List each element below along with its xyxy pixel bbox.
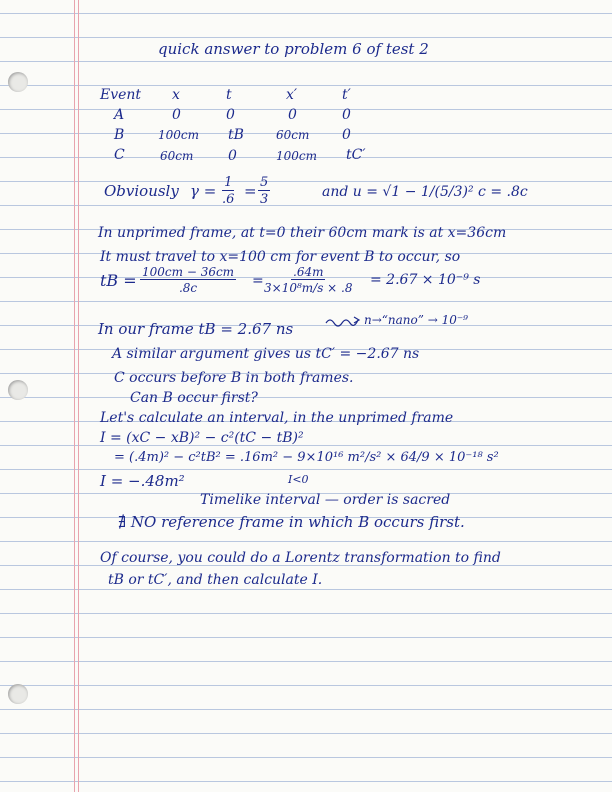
- c-before-b-line: C occurs before B in both frames.: [114, 370, 354, 386]
- page-title: quick answer to problem 6 of test 2: [158, 40, 429, 58]
- similar-argument-line: A similar argument gives us tC′ = −2.67 ns: [112, 346, 420, 362]
- our-frame-line: In our frame tB = 2.67 ns: [98, 320, 294, 338]
- gamma-prefix: Obviously: [104, 182, 179, 200]
- table-cell: 60cm: [276, 128, 310, 142]
- table-header-xprime: x′: [286, 87, 298, 103]
- punch-hole-bottom: [8, 684, 28, 704]
- lorentz-line-2: tB or tC′, and then calculate I.: [108, 572, 323, 588]
- velocity-expression: and u = √1 − 1/(5/3)² c = .8c: [322, 184, 528, 200]
- calculate-interval-line: Let's calculate an interval, in the unprimed frame: [100, 410, 454, 426]
- table-header-event: Event: [100, 87, 142, 103]
- interval-definition: I = (xC − xB)² − c²(tC − tB)²: [100, 430, 304, 446]
- lorentz-line-1: Of course, you could do a Lorentz transformation to find: [100, 550, 501, 566]
- table-cell: 0: [228, 148, 237, 164]
- interval-substitution: = (.4m)² − c²tB² = .16m² − 9×10¹⁶ m²/s² × 64/9 × 10⁻¹⁸ s²: [114, 450, 499, 465]
- gamma-fraction-2: [258, 176, 270, 206]
- table-cell: tC′: [346, 147, 366, 163]
- tb-fraction: [140, 266, 236, 294]
- gamma-den: .6: [222, 192, 235, 207]
- gamma-den-2: 3: [260, 192, 269, 207]
- question-line: Can B occur first?: [130, 390, 258, 406]
- gamma-lhs: γ =: [190, 182, 217, 200]
- table-header-tprime: t′: [342, 87, 351, 103]
- punch-hole-top: [8, 72, 28, 92]
- table-cell: 100cm: [158, 128, 200, 142]
- gamma-fraction: [222, 176, 234, 206]
- table-cell: tB: [228, 127, 244, 143]
- table-header-t: t: [226, 87, 232, 103]
- gamma-equals: =: [244, 182, 257, 200]
- gamma-num: 1: [224, 175, 233, 190]
- interval-less-than-zero: I<0: [288, 473, 309, 486]
- table-cell: B: [114, 127, 125, 143]
- tb-equals: =: [252, 273, 264, 289]
- tb-den-2: 3×10⁸m/s × .8: [264, 281, 353, 295]
- tb-num-2: .64m: [293, 265, 324, 279]
- table-cell: 60cm: [160, 149, 194, 163]
- table-cell: 0: [226, 107, 235, 123]
- table-header-x: x: [172, 87, 180, 103]
- timelike-line: Timelike interval — order is sacred: [200, 492, 451, 508]
- wavy-arrow-icon: [324, 314, 364, 328]
- punch-hole-middle: [8, 380, 28, 400]
- unprimed-line-2: It must travel to x=100 cm for event B to occur, so: [100, 249, 461, 265]
- table-cell: 0: [288, 107, 297, 123]
- tb-den: .8c: [178, 281, 198, 295]
- table-cell: C: [114, 147, 125, 163]
- interval-result: I = −.48m²: [100, 472, 185, 490]
- table-cell: A: [114, 107, 125, 123]
- tb-lhs: tB =: [100, 271, 137, 290]
- table-cell: 0: [172, 107, 181, 123]
- margin-line-inner: [78, 0, 79, 792]
- unprimed-line-1: In unprimed frame, at t=0 their 60cm mark is at x=36cm: [98, 225, 507, 241]
- tb-num: 100cm − 36cm: [142, 265, 235, 279]
- nano-note: n→“nano” → 10⁻⁹: [364, 313, 468, 327]
- no-frame-line: ∄ NO reference frame in which B occurs first.: [118, 513, 465, 531]
- tb-result: = 2.67 × 10⁻⁹ s: [370, 272, 481, 288]
- tb-fraction-2: [264, 266, 352, 294]
- margin-line: [74, 0, 75, 792]
- gamma-num-2: 5: [260, 175, 269, 190]
- table-cell: 0: [342, 127, 351, 143]
- table-cell: 100cm: [276, 149, 318, 163]
- table-cell: 0: [342, 107, 351, 123]
